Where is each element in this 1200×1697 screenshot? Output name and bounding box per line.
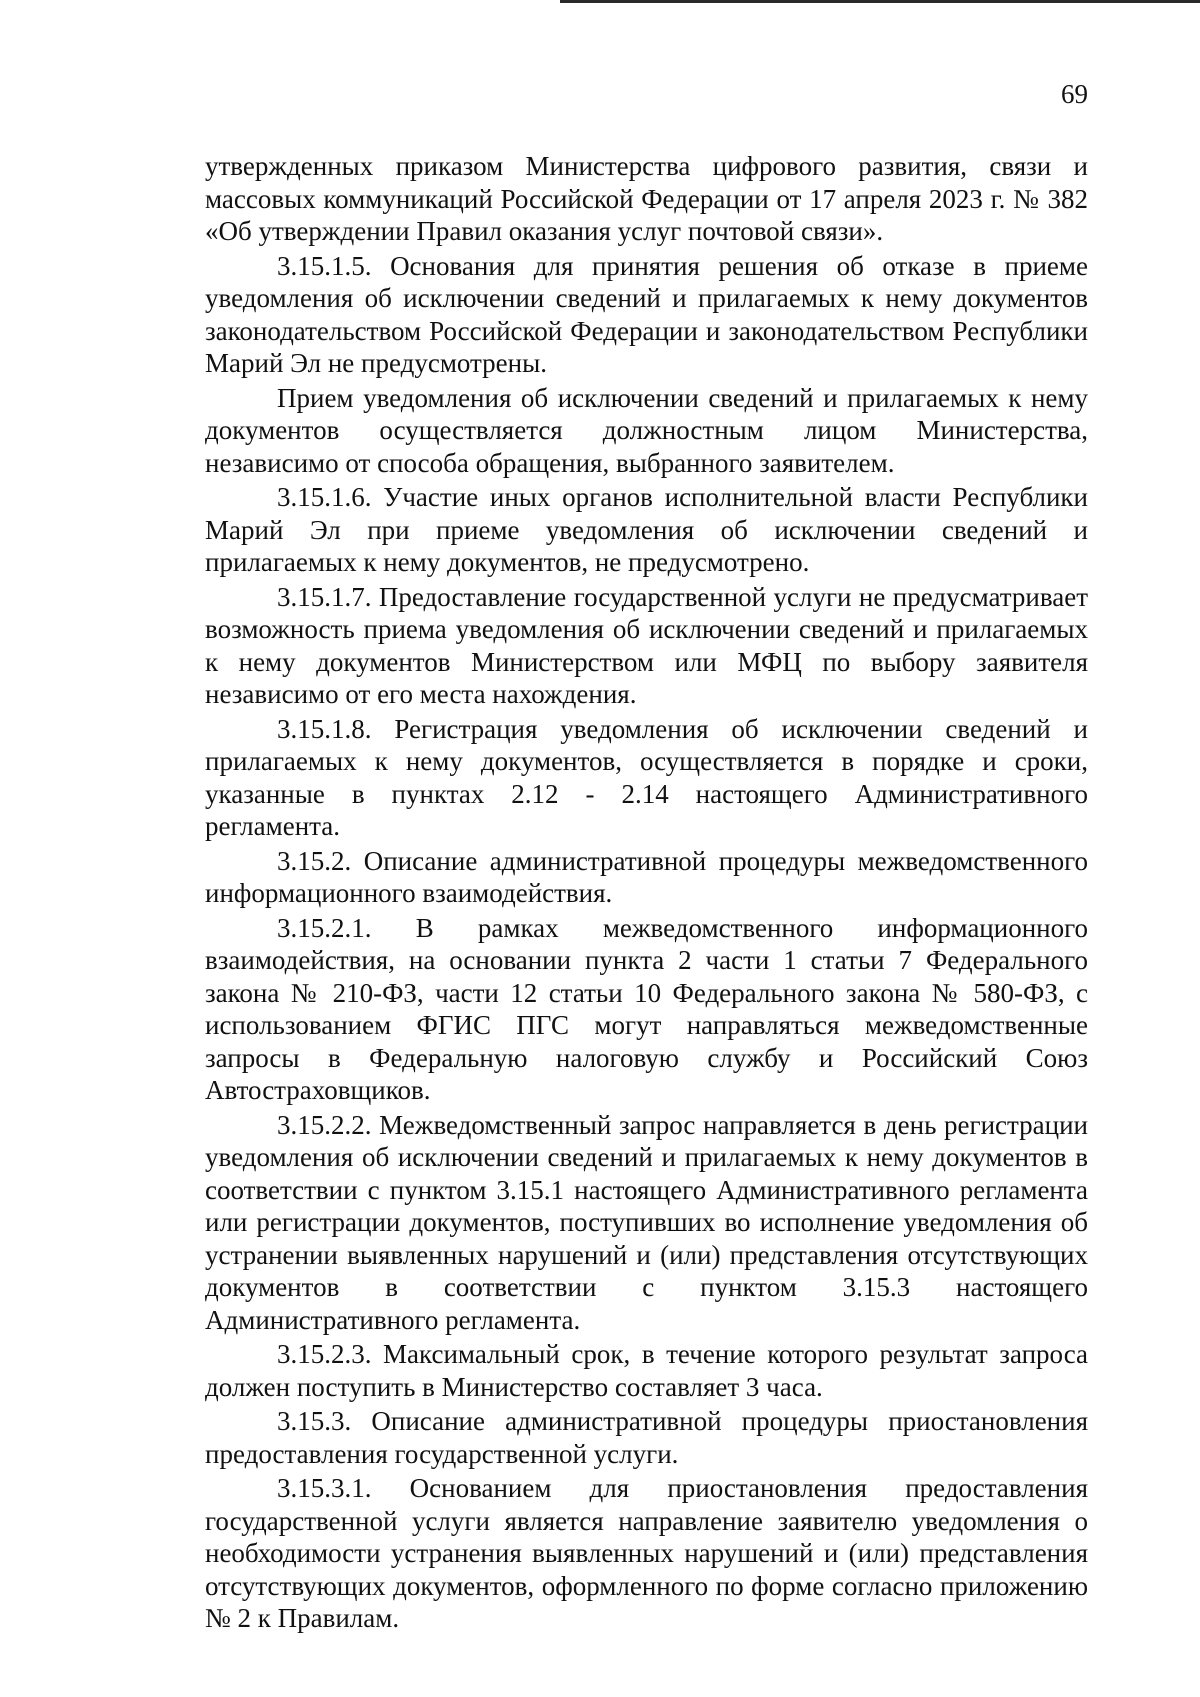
paragraph-3-15-3-1: 3.15.3.1. Основанием для приостановления предоставления государственной услуги является направление заявителю уведомления о необходимости устранения выявленных нарушений и (или) представления отсутствующих документов, оформленного по форме согласно приложению № 2 к Правилам. <box>205 1473 1088 1633</box>
paragraph-3-15-1-8: 3.15.1.8. Регистрация уведомления об исключении сведений и прилагаемых к нему документов, осуществляется в порядке и сроки, указанные в пунктах 2.12 - 2.14 настоящего Административного регламента. <box>205 713 1088 841</box>
paragraph-3-15-2-3: 3.15.2.3. Максимальный срок, в течение которого результат запроса должен поступить в Министерство составляет 3 часа. <box>205 1339 1088 1402</box>
paragraph-3-15-2-2: 3.15.2.2. Межведомственный запрос направляется в день регистрации уведомления об исключении сведений и прилагаемых к нему документов в соответствии с пунктом 3.15.1 настоящего Административного регламента или регистрации документов, поступивших во исполнение уведомления об устранении выявленных нарушений и (или) представления отсутствующих документов в соответствии с пунктом 3.15.3 настоящего Административного регламента. <box>205 1109 1088 1335</box>
paragraph-3-15-2-1: 3.15.2.1. В рамках межведомственного информационного взаимодействия, на основании пункта 2 части 1 статьи 7 Федерального закона № 210-ФЗ, части 12 статьи 10 Федерального закона № 580-ФЗ, с использованием ФГИС ПГС могут направляться межведомственные запросы в Федеральную налоговую службу и Российский Союз Автостраховщиков. <box>205 912 1088 1105</box>
page-number: 69 <box>1061 79 1088 109</box>
paragraph-3-15-2: 3.15.2. Описание административной процедуры межведомственного информационного взаимодействия. <box>205 845 1088 908</box>
document-body <box>205 150 1088 1637</box>
top-edge-rule <box>560 0 1200 3</box>
paragraph-3-15-1-5: 3.15.1.5. Основания для принятия решения об отказе в приеме уведомления об исключении сведений и прилагаемых к нему документов законодательством Российской Федерации и законодательством Республики Марий Эл не предусмотрены. <box>205 250 1088 378</box>
paragraph-reception-notice: Прием уведомления об исключении сведений и прилагаемых к нему документов осуществляется должностным лицом Министерства, независимо от способа обращения, выбранного заявителем. <box>205 382 1088 478</box>
paragraph-3-15-3: 3.15.3. Описание административной процедуры приостановления предоставления государственной услуги. <box>205 1406 1088 1469</box>
paragraph-continuation: утвержденных приказом Министерства цифрового развития, связи и массовых коммуникаций Российской Федерации от 17 апреля 2023 г. № 382 «Об утверждении Правил оказания услуг почтовой связи». <box>205 151 1088 246</box>
paragraph-3-15-1-7: 3.15.1.7. Предоставление государственной услуги не предусматривает возможность приема уведомления об исключении сведений и прилагаемых к нему документов Министерством или МФЦ по выбору заявителя независимо от его места нахождения. <box>205 581 1088 709</box>
paragraph-3-15-1-6: 3.15.1.6. Участие иных органов исполнительной власти Республики Марий Эл при приеме уведомления об исключении сведений и прилагаемых к нему документов, не предусмотрено. <box>205 482 1088 577</box>
